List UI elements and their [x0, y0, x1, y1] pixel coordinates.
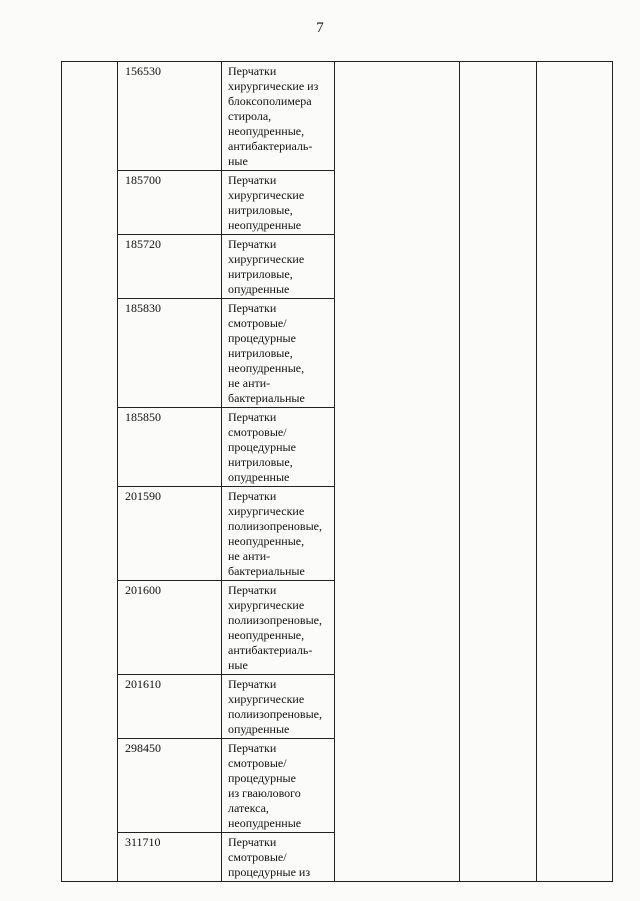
- product-code: 185700: [118, 171, 222, 235]
- product-list: [117, 61, 335, 882]
- product-description: Перчатки хирургические нитриловые, опудренные: [222, 235, 335, 299]
- product-description: Перчатки хирургические нитриловые, неопудренные: [222, 171, 335, 235]
- table-row: [118, 487, 335, 581]
- product-code: 156530: [118, 62, 222, 171]
- table-row: [118, 62, 335, 171]
- product-description: Перчатки хирургические из блоксополимера стирола, неопудренные, антибактериаль- ные: [222, 62, 335, 171]
- table-row: [118, 739, 335, 833]
- page-number: 7: [316, 20, 324, 36]
- product-code: 185850: [118, 408, 222, 487]
- column-blank-1: [62, 62, 118, 882]
- product-code: 201610: [118, 675, 222, 739]
- product-description: Перчатки хирургические полиизопреновые, опудренные: [222, 675, 335, 739]
- product-code: 201600: [118, 581, 222, 675]
- table-row: [118, 408, 335, 487]
- column-blank-5: [537, 62, 613, 882]
- table-row: [118, 581, 335, 675]
- product-code: 185720: [118, 235, 222, 299]
- product-description: Перчатки смотровые/ процедурные нитриловые, неопудренные, не анти- бактериальные: [222, 299, 335, 408]
- product-code: 201590: [118, 487, 222, 581]
- table-row: [118, 675, 335, 739]
- table-row: [118, 171, 335, 235]
- product-code: 311710: [118, 833, 222, 882]
- product-code: 298450: [118, 739, 222, 833]
- document-table: [61, 61, 613, 882]
- product-description: Перчатки смотровые/ процедурные из гваюлового латекса, неопудренные: [222, 739, 335, 833]
- table-row: [118, 299, 335, 408]
- product-description: Перчатки смотровые/ процедурные нитриловые, опудренные: [222, 408, 335, 487]
- table-row: [118, 235, 335, 299]
- product-description: Перчатки смотровые/ процедурные из: [222, 833, 335, 882]
- column-blank-4: [460, 62, 537, 882]
- code-desc-cell: [118, 62, 335, 882]
- table-row: [118, 833, 335, 882]
- product-description: Перчатки хирургические полиизопреновые, неопудренные, не анти- бактериальные: [222, 487, 335, 581]
- product-code: 185830: [118, 299, 222, 408]
- product-description: Перчатки хирургические полиизопреновые, неопудренные, антибактериаль- ные: [222, 581, 335, 675]
- column-blank-3: [335, 62, 460, 882]
